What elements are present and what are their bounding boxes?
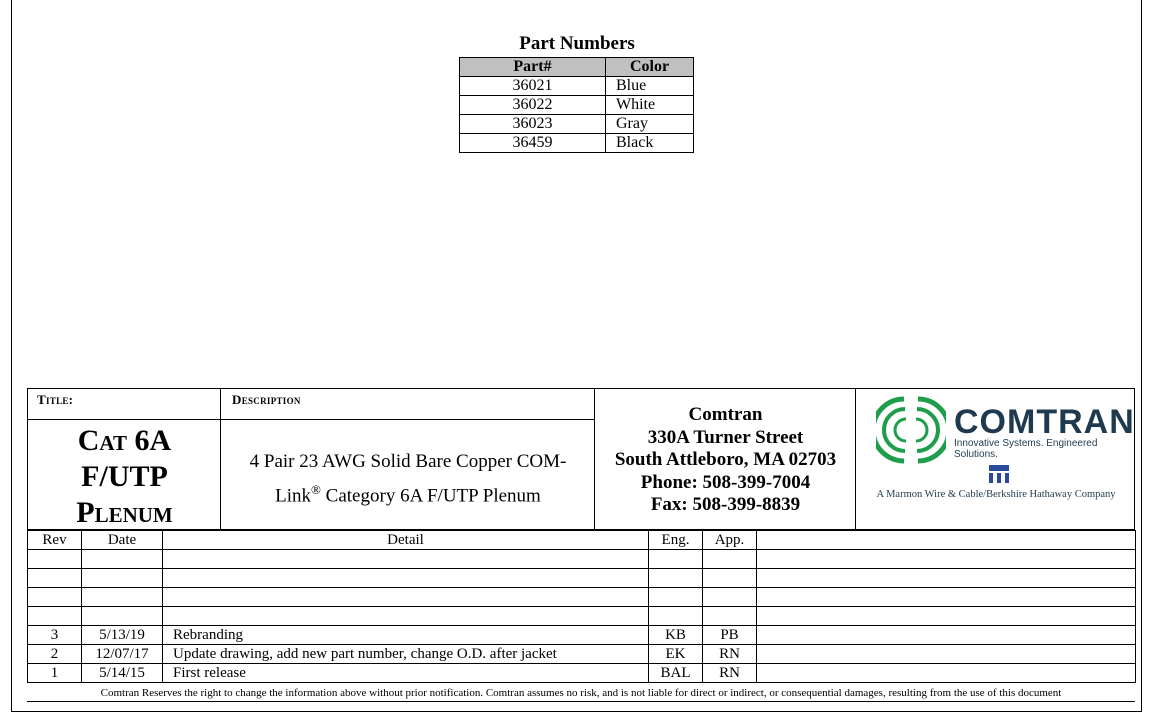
rev-header: Rev	[28, 531, 82, 550]
table-row	[28, 664, 1136, 683]
table-row	[28, 645, 1136, 664]
description-label: Description	[232, 392, 301, 407]
app-cell: RN	[703, 645, 757, 664]
part-numbers-title: Part Numbers	[519, 33, 635, 54]
product-title-line: F/UTP	[81, 460, 168, 493]
app-header: App.	[703, 531, 757, 550]
table-row	[28, 550, 1136, 569]
blank-cell	[757, 664, 1136, 683]
table-row	[28, 569, 1136, 588]
part-numbers-header-row	[460, 58, 694, 77]
title-cell	[28, 389, 221, 529]
company-name: Comtran	[688, 404, 763, 425]
marmon-tagline: A Marmon Wire & Cable/Berkshire Hathaway Company	[876, 489, 1116, 500]
detail-header: Detail	[163, 531, 649, 550]
disclaimer-footer: Comtran Reserves the right to change the information above without prior notification. Comtran assumes no risk, and is not liable for direct or indirect, or consequential damages, resulting from the use of this document	[27, 686, 1135, 702]
color-cell: Black	[606, 134, 694, 153]
rev-cell: 2	[28, 645, 82, 664]
revision-table	[27, 530, 1136, 683]
divider	[28, 419, 221, 420]
logo-tagline: Innovative Systems. Engineered Solutions.	[954, 438, 1098, 460]
part-number-cell: 36023	[460, 115, 606, 134]
blank-header	[757, 531, 1136, 550]
registered-mark: ®	[311, 482, 321, 497]
date-cell: 5/13/19	[82, 626, 163, 645]
comtran-logo-icon	[876, 395, 946, 465]
city-address: South Attleboro, MA 02703	[614, 449, 837, 470]
description-cell	[221, 389, 595, 529]
logo-wordmark: COMTRAN	[954, 403, 1135, 441]
part-numbers-table	[459, 57, 694, 153]
product-title-line: Cat 6A	[77, 424, 172, 457]
date-cell: 12/07/17	[82, 645, 163, 664]
eng-cell: KB	[649, 626, 703, 645]
table-row	[460, 115, 694, 134]
part-number-cell: 36459	[460, 134, 606, 153]
color-cell: Gray	[606, 115, 694, 134]
app-cell: PB	[703, 626, 757, 645]
part-number-cell: 36022	[460, 96, 606, 115]
rev-cell: 1	[28, 664, 82, 683]
eng-header: Eng.	[649, 531, 703, 550]
color-header: Color	[606, 58, 694, 77]
table-row	[28, 607, 1136, 626]
product-title	[28, 423, 221, 531]
part-number-header: Part#	[460, 58, 606, 77]
table-row	[460, 77, 694, 96]
rev-cell: 3	[28, 626, 82, 645]
date-header: Date	[82, 531, 163, 550]
logo-cell	[856, 389, 1134, 529]
description-link-word: Link	[275, 485, 312, 507]
revision-header-row	[28, 531, 1136, 550]
eng-cell: EK	[649, 645, 703, 664]
product-description	[221, 448, 595, 510]
date-cell: 5/14/15	[82, 664, 163, 683]
title-label: Title:	[37, 392, 74, 407]
blank-cell	[757, 645, 1136, 664]
color-cell: White	[606, 96, 694, 115]
color-cell: Blue	[606, 77, 694, 96]
blank-cell	[757, 626, 1136, 645]
description-line	[221, 476, 595, 510]
phone-number: Phone: 508-399-7004	[640, 471, 811, 493]
detail-cell: Update drawing, add new part number, change O.D. after jacket	[163, 645, 649, 664]
description-rest: Category 6A F/UTP Plenum	[320, 485, 541, 507]
marmon-logo-icon	[986, 463, 1012, 485]
divider	[221, 419, 595, 420]
part-number-cell: 36021	[460, 77, 606, 96]
table-row	[460, 96, 694, 115]
street-address: 330A Turner Street	[647, 426, 804, 448]
product-title-line: Plenum	[76, 496, 173, 529]
eng-cell: BAL	[649, 664, 703, 683]
table-row	[28, 588, 1136, 607]
company-address	[595, 389, 856, 529]
table-row	[28, 626, 1136, 645]
detail-cell: Rebranding	[163, 626, 649, 645]
title-block	[27, 388, 1135, 530]
app-cell: RN	[703, 664, 757, 683]
description-line: 4 Pair 23 AWG Solid Bare Copper COM-	[249, 451, 567, 472]
table-row	[460, 134, 694, 153]
detail-cell: First release	[163, 664, 649, 683]
fax-number: Fax: 508-399-8839	[650, 494, 801, 515]
